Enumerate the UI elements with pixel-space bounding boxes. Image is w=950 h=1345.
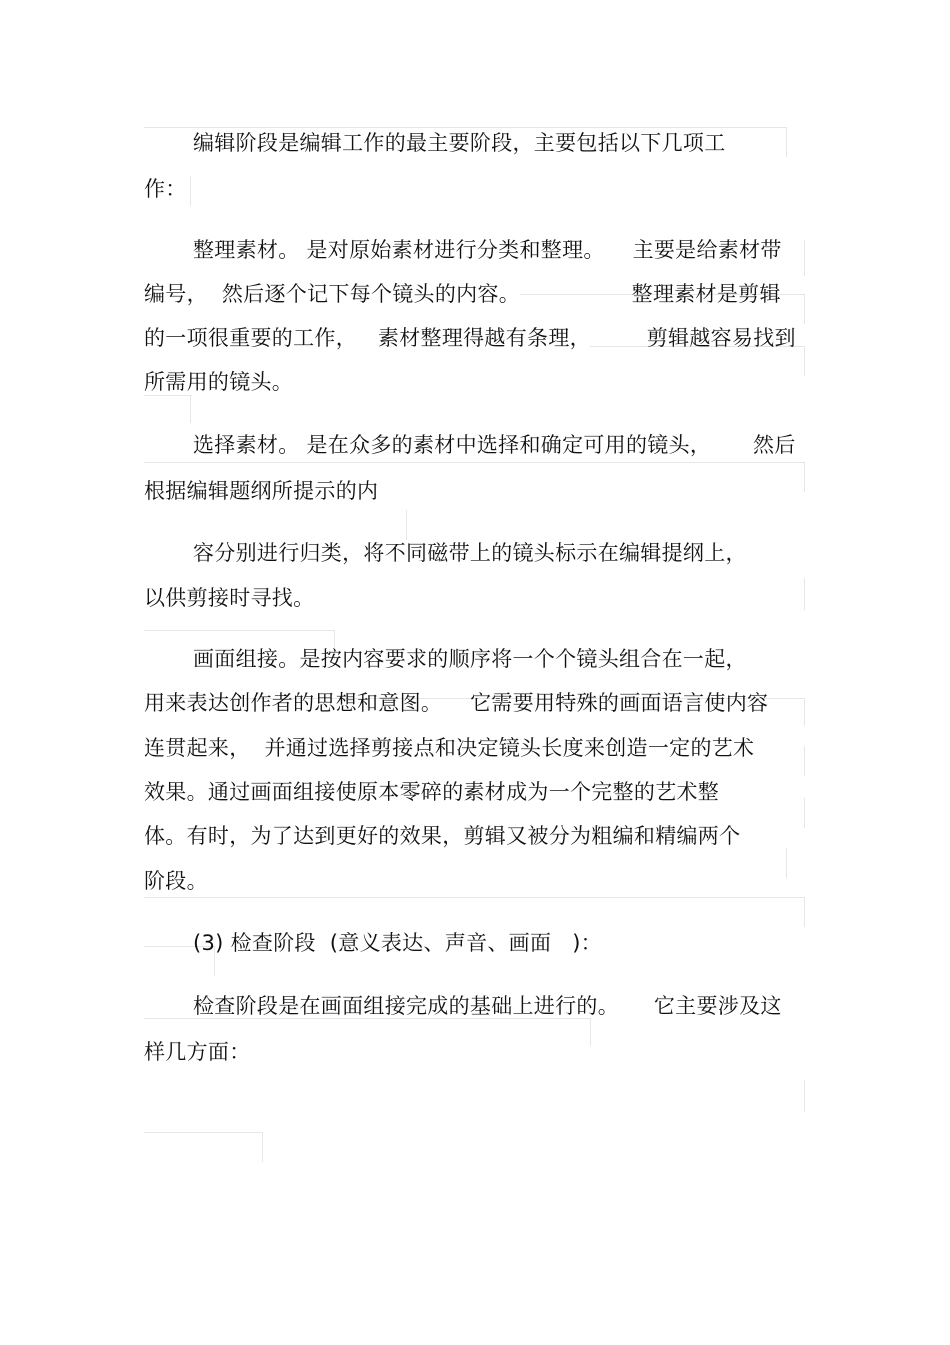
cell-border xyxy=(804,746,805,776)
cell-border xyxy=(144,630,334,631)
cell-border xyxy=(786,127,787,157)
cell-border xyxy=(406,510,407,540)
cell-border xyxy=(804,578,805,610)
cell-border xyxy=(190,176,191,206)
cell-border xyxy=(804,462,805,492)
cell-border xyxy=(804,346,805,376)
cell-border xyxy=(144,1132,262,1133)
text-line: 选择素材。 是在众多的素材中选择和确定可用的镜头， 然后 xyxy=(193,433,796,457)
text-line: 以供剪接时寻找。 xyxy=(144,586,315,610)
cell-border xyxy=(144,897,804,898)
text-line: 编辑阶段是编辑工作的最主要阶段，主要包括以下几项工 xyxy=(193,131,726,155)
text-line: 作： xyxy=(144,177,187,201)
text-line: 体。有时，为了达到更好的效果，剪辑又被分为粗编和精编两个 xyxy=(144,824,741,848)
text-line: 阶段。 xyxy=(144,869,208,893)
text-line: 编号， 然后逐个记下每个镜头的内容。 整理素材是剪辑 xyxy=(144,282,781,306)
cell-border xyxy=(786,848,787,878)
text-line: 效果。通过画面组接使原本零碎的素材成为一个完整的艺术整 xyxy=(144,780,720,804)
cell-border xyxy=(190,395,191,423)
cell-border xyxy=(590,1018,591,1046)
text-line: 根据编辑题纲所提示的内 xyxy=(144,479,379,503)
text-line: 所需用的镜头。 xyxy=(144,370,294,394)
cell-border xyxy=(804,897,805,927)
cell-border xyxy=(144,462,804,463)
text-line: 的一项很重要的工作， 素材整理得越有条理， 剪辑越容易找到 xyxy=(144,326,796,350)
text-line: 用来表达创作者的思想和意图。 它需要用特殊的画面语言使内容 xyxy=(144,691,769,715)
cell-border xyxy=(804,798,805,828)
text-line: 检查阶段是在画面组接完成的基础上进行的。 它主要涉及这 xyxy=(193,994,782,1018)
text-line: 整理素材。 是对原始素材进行分类和整理。 主要是给素材带 xyxy=(193,238,782,262)
cell-border xyxy=(804,698,805,726)
text-line: 连贯起来， 并通过选择剪接点和决定镜头长度来创造一定的艺术 xyxy=(144,736,755,760)
text-line: 容分别进行归类，将不同磁带上的镜头标示在编辑提纲上， xyxy=(193,541,747,565)
cell-border xyxy=(262,1132,263,1162)
text-line: 画面组接。是按内容要求的顺序将一个个镜头组合在一起， xyxy=(193,647,747,671)
cell-border xyxy=(804,294,805,324)
section-heading: (3) 检查阶段 (意义表达、声音、画面 )： xyxy=(193,931,602,955)
cell-border xyxy=(804,240,805,276)
text-line: 样几方面： xyxy=(144,1040,251,1064)
cell-border xyxy=(804,1080,805,1112)
